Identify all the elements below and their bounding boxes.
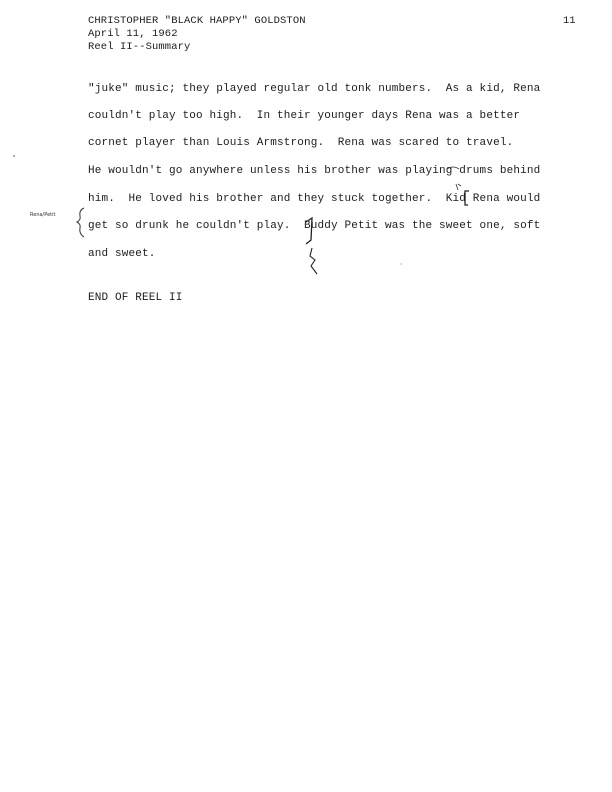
small-check-mark (456, 184, 461, 190)
body-line-4: He wouldn't go anywhere unless his brother was playing drums behind (88, 165, 541, 177)
header-date: April 11, 1962 (88, 28, 178, 40)
margin-brace-mark (77, 208, 84, 237)
body-line-5: him. He loved his brother and they stuck together. Kid Rena would (88, 193, 541, 205)
body-line-7: and sweet. (88, 248, 156, 260)
faint-dot-mark (400, 263, 401, 264)
body-line-2: couldn't play too high. In their younger days Rena was a better (88, 110, 521, 122)
page-number: 11 (563, 15, 576, 27)
squiggle-mark (310, 248, 317, 274)
header-reel: Reel II--Summary (88, 41, 191, 53)
body-line-1: "juke" music; they played regular old tonk numbers. As a kid, Rena (88, 83, 541, 95)
stray-dot-mark (13, 155, 15, 157)
end-of-reel: END OF REEL II (88, 292, 183, 304)
handwritten-margin-note: Rena/Petit (30, 212, 56, 218)
body-line-6: get so drunk he couldn't play. Buddy Petit was the sweet one, soft (88, 220, 541, 232)
body-line-3: cornet player than Louis Armstrong. Rena was scared to travel. (88, 137, 514, 149)
header-interviewee: CHRISTOPHER "BLACK HAPPY" GOLDSTON (88, 15, 306, 27)
